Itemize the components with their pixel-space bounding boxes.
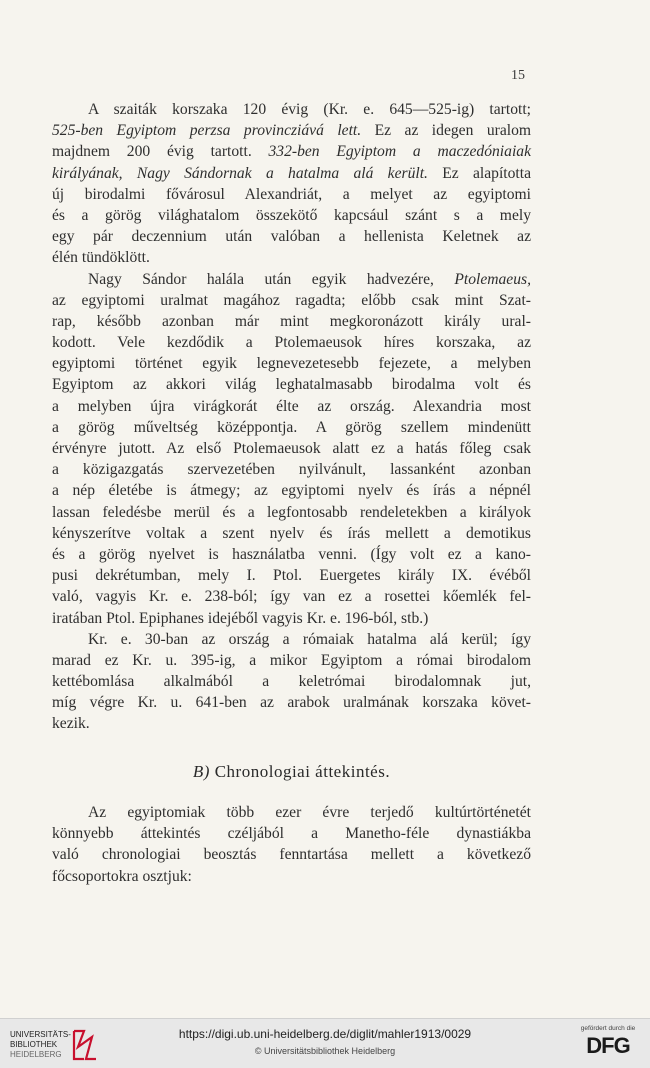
text-segment: királyának, Nagy Sándornak a hatalma alá került. [52, 164, 428, 182]
university-logo[interactable] [10, 1027, 100, 1063]
text-line: főcsoportokra osztjuk: [52, 867, 192, 885]
section-title: Chronologiai áttekintés. [214, 762, 391, 781]
text-line: kettébomlása alkalmából a keletrómai birodalomnak jut, [52, 673, 531, 691]
text-line: kényszerítve voltak a szent nyelv és írás mellett a demotikus [52, 524, 531, 542]
text-line: kezik. [52, 715, 90, 733]
text-line: és a görög nyelvet is használatba venni. (Így volt ez a kano- [52, 545, 531, 563]
paragraph-1 [52, 99, 531, 269]
page-number: 15 [511, 68, 525, 83]
section-heading [52, 762, 531, 782]
text-line: pusi dekrétumban, mely I. Ptol. Euergetes király IX. évéből [52, 567, 531, 585]
text-line: érvényre jutott. Az első Ptolemaeusok alatt ez a hatás főleg csak [52, 440, 531, 457]
text-segment: 525-ben Egyiptom perzsa provincziává lett. [52, 122, 362, 140]
uni-line-2: BIBLIOTHEK [10, 1040, 58, 1049]
text-line [52, 269, 531, 290]
text-segment: 332-ben Egyiptom a maczedóniaiak [268, 143, 531, 161]
text-line [52, 120, 531, 141]
text-segment: Ez az idegen uralom [361, 122, 531, 140]
text-line: rap, később azonban már mint megkoronázott király ural- [52, 312, 531, 330]
text-line [52, 163, 531, 184]
dfg-logo[interactable] [576, 1025, 640, 1059]
paragraph-2 [52, 269, 531, 629]
text-line: a melyben újra virágkorát élte az ország. Alexandria most [52, 397, 531, 415]
university-seal-icon [70, 1027, 100, 1063]
text-line: élén tündöklött. [52, 249, 150, 267]
text-line: egyiptomi történet egyik legnevezetesebb fejezete, a melyben [52, 355, 531, 373]
text-line: könnyebb áttekintés czéljából a Manetho-féle dynastiákba [52, 825, 531, 843]
section-letter: B) [192, 762, 210, 781]
permalink-url[interactable]: https://digi.ub.uni-heidelberg.de/diglit/mahler1913/0029 [178, 1027, 472, 1041]
viewer-footer [0, 1018, 650, 1068]
uni-line-3: HEIDELBERG [10, 1050, 62, 1059]
text-line: való, vagyis Kr. e. 238-ból; így van ez a rosettei kőemlék fel- [52, 588, 531, 606]
text-line: iratában Ptol. Epiphanes idejéből vagyis Kr. e. 196-ból, stb.) [52, 609, 429, 627]
text-line: Kr. e. 30-ban az ország a rómaiak hatalma alá kerül; így [88, 630, 531, 648]
dfg-logo-text: DFG [586, 1033, 630, 1058]
text-segment: majdnem 200 évig tartott. [52, 143, 269, 161]
text-line: való chronologiai beosztás fenntartása mellett a következő [52, 846, 531, 864]
text-line: míg végre Kr. u. 641-ben az arabok uralmának korszaka követ- [52, 694, 531, 712]
paragraph-4 [52, 802, 531, 887]
paragraph-3 [52, 629, 531, 735]
text-line: és a görög világhatalom összekötő kapcsául szánt s a mely [52, 206, 531, 224]
text-segment: Ptolemaeus, [454, 270, 531, 288]
body-text-2 [52, 802, 531, 887]
university-name [10, 1030, 71, 1060]
text-line: A szaiták korszaka 120 évig (Kr. e. 645—525-ig) tartott; [88, 101, 531, 118]
text-line [52, 141, 531, 162]
text-line: a görög műveltség középpontja. A görög szellem mindenütt [52, 418, 531, 436]
text-line: az egyiptomi uralmat magához ragadta; előbb csak mint Szat- [52, 291, 531, 309]
footer-center [140, 1027, 510, 1056]
text-line: lassan feledésbe merül és a legfontosabb rendeletekben a királyok [52, 503, 531, 521]
text-segment: Ez alapította [427, 164, 531, 182]
text-line: a közigazgatás szervezetében nyilvánult, lassanként azonban [52, 461, 531, 479]
text-line: egy pár deczennium után valóban a hellenista Keletnek az [52, 228, 531, 246]
text-line: Az egyiptomiak több ezer évre terjedő kultúrtörténetét [88, 804, 531, 821]
dfg-funded-text: gefördert durch die [580, 1025, 636, 1032]
copyright-notice: © Universitätsbibliothek Heidelberg [254, 1046, 396, 1056]
text-line: marad ez Kr. u. 395-ig, a mikor Egyiptom a római birodalom [52, 651, 531, 669]
uni-line-1: UNIVERSITÄTS- [10, 1030, 71, 1039]
text-segment: Nagy Sándor halála után egyik hadvezére, [88, 270, 455, 288]
text-line: új birodalmi fővárosul Alexandriát, a melyet az egyiptomi [52, 185, 531, 203]
text-line: Egyiptom az akkori világ leghatalmasabb birodalma volt és [52, 376, 531, 394]
text-line: a nép életébe is átmegy; az egyiptomi nyelv és írás a népnél [52, 482, 531, 500]
body-text [52, 99, 531, 735]
text-line: kodott. Vele kezdődik a Ptolemaeusok híres korszaka, az [52, 334, 531, 352]
